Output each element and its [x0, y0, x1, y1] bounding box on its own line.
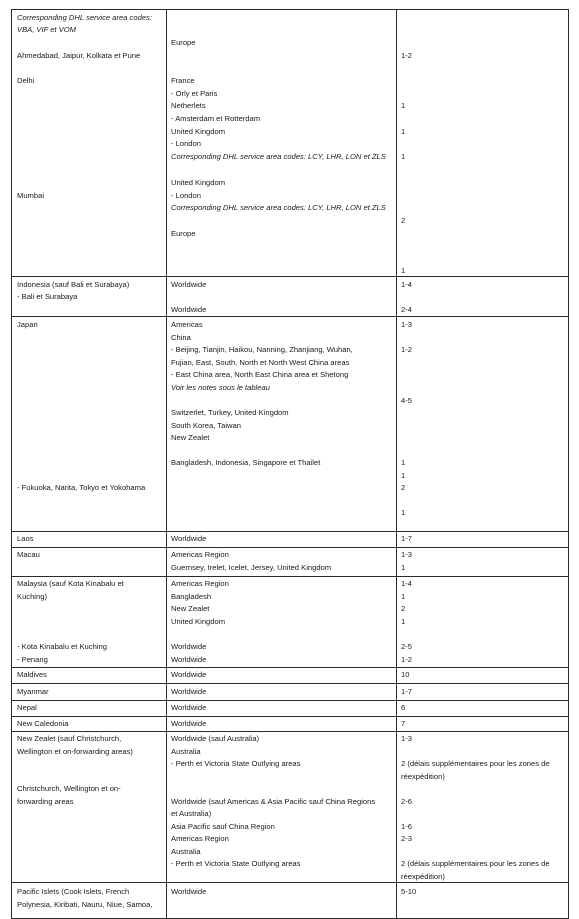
destination-cell: - Orly et Paris	[171, 89, 218, 98]
destination-cell: Bangladesh, Indonesia, Singapore et Thailet	[171, 458, 321, 467]
transit-days-cell: 1-2	[401, 51, 412, 60]
table-row	[11, 548, 569, 577]
transit-days-cell: 1	[401, 471, 406, 480]
origin-cell: Kuching)	[17, 592, 47, 601]
destination-cell: Worldwide	[171, 687, 207, 696]
destination-cell: Voir les notes sous le tableau	[171, 383, 270, 392]
transit-days-cell: 1	[401, 592, 406, 601]
column-divider	[396, 717, 397, 731]
column-divider	[396, 577, 397, 667]
destination-cell: Europe	[171, 229, 196, 238]
origin-cell: - Fukuoka, Narita, Tokyo et Yokohama	[17, 483, 146, 492]
column-divider	[396, 668, 397, 683]
origin-cell: VBA, VIF et VOM	[17, 25, 76, 34]
destination-cell: Worldwide (sauf Australia)	[171, 734, 260, 743]
destination-cell: Worldwide	[171, 305, 207, 314]
column-divider	[396, 732, 397, 882]
transit-days-cell: 1-2	[401, 345, 412, 354]
destination-cell: New Zealet	[171, 433, 210, 442]
destination-cell: United Kingdom	[171, 127, 226, 136]
transit-days-cell: 1	[401, 563, 406, 572]
transit-days-cell: 2-6	[401, 797, 412, 806]
transit-days-cell: 1	[401, 101, 406, 110]
destination-cell: China	[171, 333, 191, 342]
transit-days-cell: 5-10	[401, 887, 417, 896]
origin-cell: Laos	[17, 534, 34, 543]
destination-cell: United Kingdom	[171, 617, 226, 626]
destination-cell: Worldwide	[171, 887, 207, 896]
table-row	[11, 317, 569, 532]
origin-cell: Polynesia, Kiribati, Nauru, Niue, Samoa,	[17, 900, 153, 909]
table-row	[11, 883, 569, 919]
column-divider	[166, 668, 167, 683]
origin-cell: - Bali et Surabaya	[17, 292, 78, 301]
origin-cell: Wellington et on-forwarding areas)	[17, 747, 133, 756]
destination-cell: Corresponding DHL service area codes: LCY, LHR, LON et ZLS	[171, 203, 386, 212]
destination-cell: - Perth et Victoria State Outlying areas	[171, 759, 301, 768]
origin-cell: Pacific Islets (Cook Islets, French	[17, 887, 130, 896]
origin-cell: - Kota Kinabalu et Kuching	[17, 642, 107, 651]
destination-cell: - London	[171, 139, 201, 148]
destination-cell: - Beijing, Tianjin, Haikou, Nanning, Zhanjiang, Wuhan,	[171, 345, 353, 354]
origin-cell: Corresponding DHL service area codes:	[17, 13, 152, 22]
destination-cell: Worldwide	[171, 655, 207, 664]
destination-cell: Netherlets	[171, 101, 206, 110]
transit-days-cell: 6	[401, 703, 406, 712]
origin-cell: Nepal	[17, 703, 37, 712]
column-divider	[396, 277, 397, 316]
column-divider	[166, 732, 167, 882]
transit-days-cell: 1-3	[401, 734, 412, 743]
destination-cell: Worldwide	[171, 642, 207, 651]
origin-cell: - Penang	[17, 655, 48, 664]
transit-days-cell: 10	[401, 670, 410, 679]
table-row	[11, 732, 569, 883]
destination-cell: Bangladesh	[171, 592, 212, 601]
transit-days-cell: 1	[401, 508, 406, 517]
transit-days-cell: 1	[401, 617, 406, 626]
transit-days-cell: 2 (délais supplémentaires pour les zones de	[401, 859, 550, 868]
origin-cell: Malaysia (sauf Kota Kinabalu et	[17, 579, 124, 588]
destination-cell: Corresponding DHL service area codes: LCY, LHR, LON et ZLS	[171, 152, 386, 161]
origin-cell: Maldives	[17, 670, 47, 679]
transit-days-cell: 1-2	[401, 655, 412, 664]
destination-cell: Worldwide	[171, 703, 207, 712]
destination-cell: - East China area, North East China area et Shetong	[171, 370, 349, 379]
origin-cell: Delhi	[17, 76, 35, 85]
destination-cell: Americas Region	[171, 550, 229, 559]
destination-cell: South Korea, Taiwan	[171, 421, 241, 430]
column-divider	[166, 684, 167, 700]
origin-cell: Japan	[17, 320, 38, 329]
destination-cell: Americas Region	[171, 834, 229, 843]
table-row	[11, 717, 569, 732]
destination-cell: Worldwide	[171, 670, 207, 679]
destination-cell: - Perth et Victoria State Outlying areas	[171, 859, 301, 868]
transit-days-cell: 7	[401, 719, 406, 728]
table-row	[11, 532, 569, 548]
column-divider	[396, 10, 397, 276]
table-row	[11, 577, 569, 668]
transit-days-cell: 1-4	[401, 280, 412, 289]
destination-cell: Worldwide	[171, 719, 207, 728]
destination-cell: France	[171, 76, 195, 85]
column-divider	[166, 883, 167, 918]
destination-cell: Americas	[171, 320, 203, 329]
column-divider	[166, 701, 167, 716]
transit-days-cell: 2 (délais supplémentaires pour les zones de	[401, 759, 550, 768]
transit-days-cell: 2	[401, 604, 406, 613]
column-divider	[166, 10, 167, 276]
transit-days-cell: 2-3	[401, 834, 412, 843]
table-row	[11, 701, 569, 717]
table-row	[11, 684, 569, 701]
destination-cell: New Zealet	[171, 604, 210, 613]
column-divider	[166, 548, 167, 576]
transit-days-cell: 1-7	[401, 534, 412, 543]
origin-cell: Christchurch, Wellington et on-	[17, 784, 121, 793]
transit-days-cell: 1-7	[401, 687, 412, 696]
transit-days-cell: réexpédition)	[401, 872, 445, 881]
transit-days-cell: 2-5	[401, 642, 412, 651]
table-row	[11, 668, 569, 684]
transit-days-cell: réexpédition)	[401, 772, 445, 781]
transit-days-cell: 1-6	[401, 822, 412, 831]
destination-cell: Switzerlet, Turkey, United Kingdom	[171, 408, 289, 417]
destination-cell: - London	[171, 191, 201, 200]
origin-cell: Macau	[17, 550, 40, 559]
origin-cell: Myanmar	[17, 687, 49, 696]
destination-cell: Worldwide	[171, 280, 207, 289]
transit-days-cell: 1-4	[401, 579, 412, 588]
column-divider	[396, 701, 397, 716]
column-divider	[396, 532, 397, 547]
destination-cell: - Amsterdam et Rotterdam	[171, 114, 261, 123]
destination-cell: United Kingdom	[171, 178, 226, 187]
destination-cell: et Australia)	[171, 809, 212, 818]
column-divider	[166, 317, 167, 531]
transit-days-cell: 1	[401, 458, 406, 467]
origin-cell: Mumbai	[17, 191, 45, 200]
column-divider	[166, 717, 167, 731]
column-divider	[396, 548, 397, 576]
origin-cell: Indonesia (sauf Bali et Surabaya)	[17, 280, 130, 289]
destination-cell: Americas Region	[171, 579, 229, 588]
origin-cell: forwarding areas	[17, 797, 74, 806]
destination-cell: Asia Pacific sauf China Region	[171, 822, 275, 831]
destination-cell: Guernsey, Irelet, Icelet, Jersey, United Kingdom	[171, 563, 332, 572]
origin-cell: New Zealet (sauf Christchurch,	[17, 734, 122, 743]
transit-days-cell: 1	[401, 152, 406, 161]
column-divider	[166, 277, 167, 316]
transit-days-cell: 2	[401, 483, 406, 492]
destination-cell: Europe	[171, 38, 196, 47]
transit-days-cell: 1-3	[401, 320, 412, 329]
destination-cell: Worldwide	[171, 534, 207, 543]
column-divider	[396, 317, 397, 531]
transit-days-cell: 2-4	[401, 305, 412, 314]
transit-days-cell: 4-5	[401, 396, 412, 405]
origin-cell: New Caledonia	[17, 719, 69, 728]
column-divider	[396, 684, 397, 700]
transit-days-cell: 1	[401, 266, 406, 275]
column-divider	[396, 883, 397, 918]
table-row	[11, 9, 569, 277]
transit-days-cell: 1	[401, 127, 406, 136]
transit-days-cell: 1-3	[401, 550, 412, 559]
destination-cell: Australia	[171, 747, 201, 756]
transit-days-cell: 2	[401, 216, 406, 225]
column-divider	[166, 532, 167, 547]
destination-cell: Australia	[171, 847, 201, 856]
column-divider	[166, 577, 167, 667]
destination-cell: Worldwide (sauf Americas & Asia Pacific sauf China Regions	[171, 797, 376, 806]
destination-cell: Fujian, East, South, North et North West China areas	[171, 358, 350, 367]
table-row	[11, 277, 569, 317]
origin-cell: Ahmedabad, Jaipur, Kolkata et Pune	[17, 51, 141, 60]
